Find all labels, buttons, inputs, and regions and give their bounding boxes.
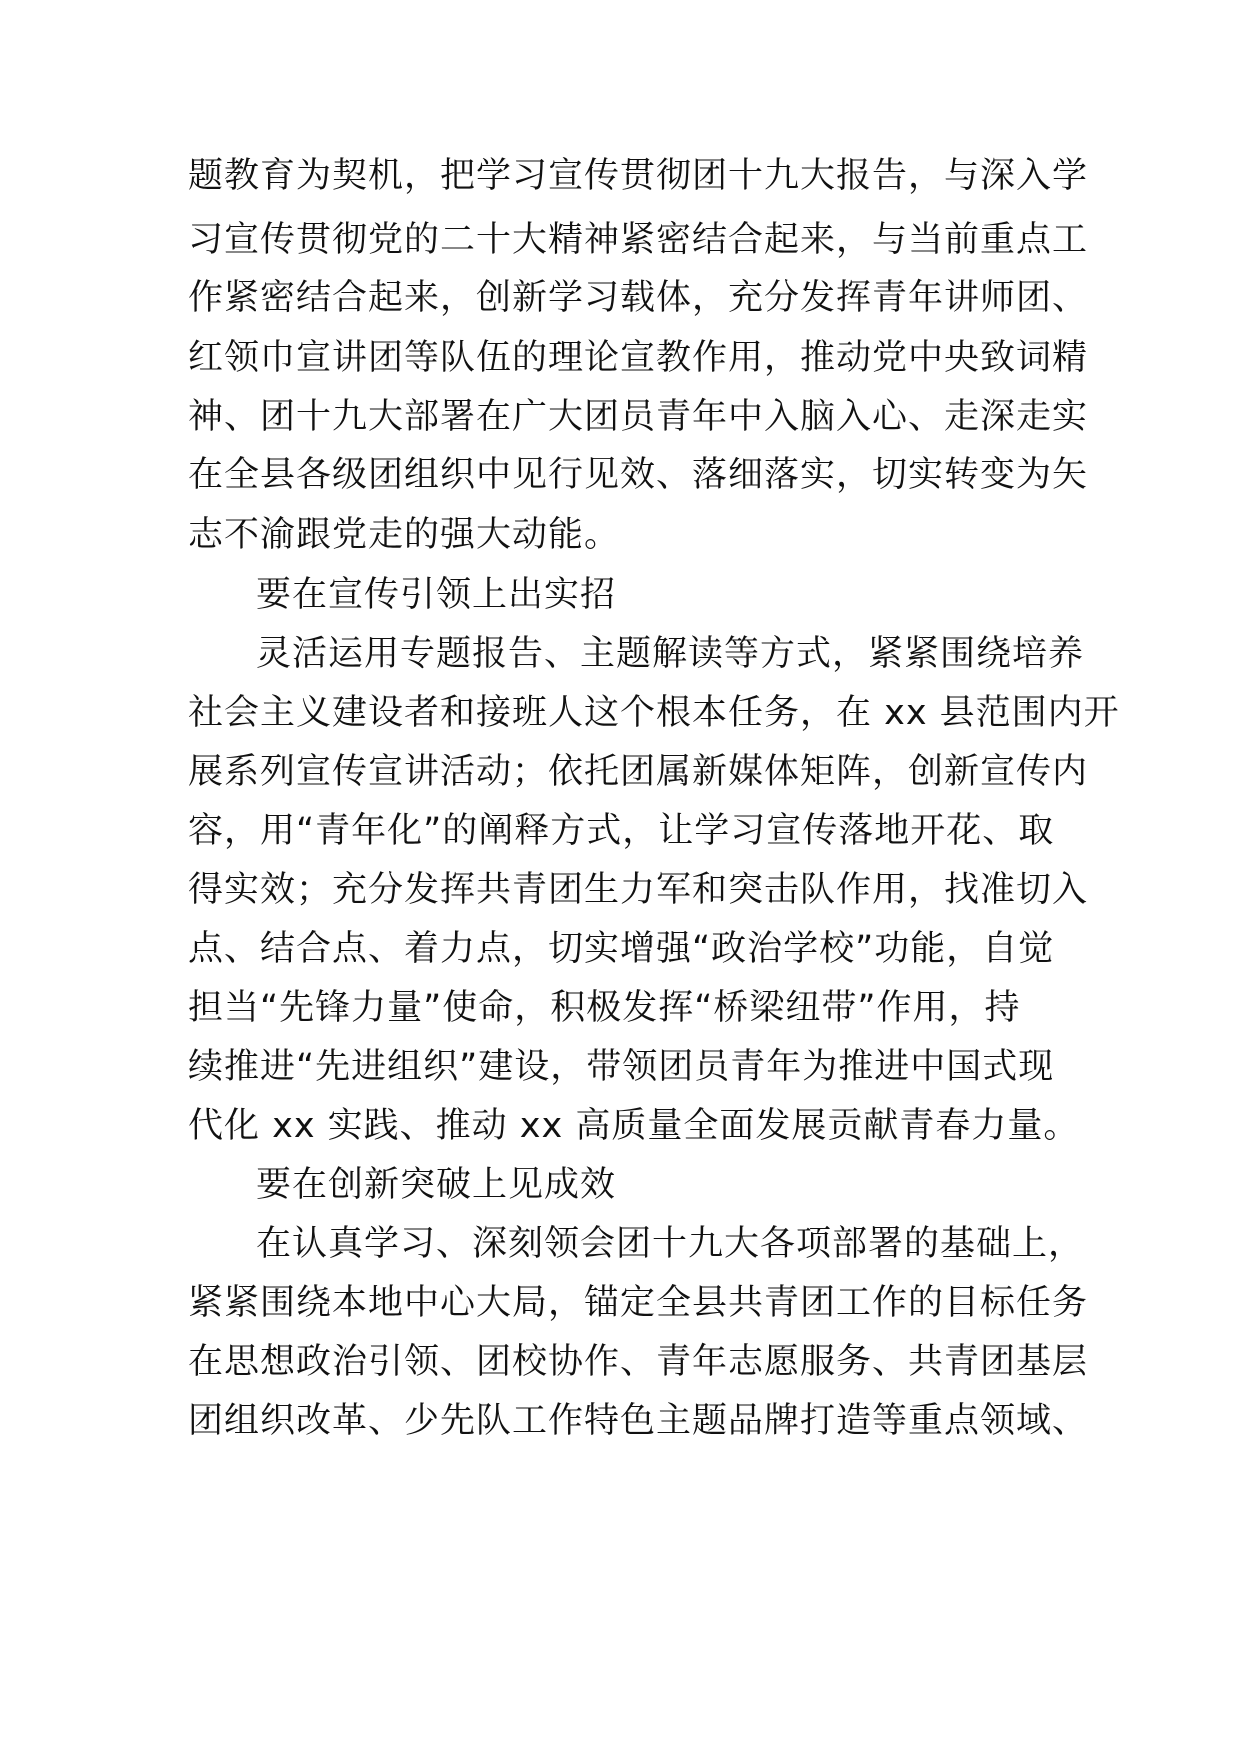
paragraph-line: 在全县各级团组织中见行见效、落细落实，切实转变为矢: [188, 455, 1089, 495]
paragraph-line: 点、结合点、着力点，切实增强“政治学校”功能，自觉: [188, 929, 1055, 969]
paragraph-line: 代化 xx 实践、推动 xx 高质量全面发展贡献青春力量。: [188, 1106, 1080, 1146]
section-heading: 要在创新突破上见成效: [256, 1165, 617, 1205]
paragraph-line: 紧紧围绕本地中心大局，锚定全县共青团工作的目标任务: [188, 1283, 1089, 1323]
paragraph-line: 灵活运用专题报告、主题解读等方式，紧紧围绕培养: [256, 634, 1085, 674]
paragraph-line: 神、团十九大部署在广大团员青年中入脑入心、走深走实: [188, 397, 1089, 437]
paragraph-line: 社会主义建设者和接班人这个根本任务，在 xx 县范围内开: [188, 693, 1120, 733]
paragraph-line: 在认真学习、深刻领会团十九大各项部署的基础上，: [256, 1224, 1085, 1264]
paragraph-line: 团组织改革、少先队工作特色主题品牌打造等重点领域、: [188, 1401, 1089, 1441]
paragraph-line: 红领巾宣讲团等队伍的理论宣教作用，推动党中央致词精: [188, 338, 1089, 378]
paragraph-line: 题教育为契机，把学习宣传贯彻团十九大报告，与深入学: [188, 156, 1089, 196]
paragraph-line: 志不渝跟党走的强大动能。: [188, 515, 621, 555]
paragraph-line: 在思想政治引领、团校协作、青年志愿服务、共青团基层: [188, 1342, 1089, 1382]
section-heading: 要在宣传引领上出实招: [256, 575, 617, 615]
paragraph-line: 展系列宣传宣讲活动；依托团属新媒体矩阵，创新宣传内: [188, 752, 1089, 792]
paragraph-line: 容，用“青年化”的阐释方式，让学习宣传落地开花、取: [188, 811, 1055, 851]
paragraph-line: 习宣传贯彻党的二十大精神紧密结合起来，与当前重点工: [188, 220, 1089, 260]
paragraph-line: 作紧密结合起来，创新学习载体，充分发挥青年讲师团、: [188, 278, 1089, 318]
paragraph-line: 担当“先锋力量”使命，积极发挥“桥梁纽带”作用，持: [188, 988, 1021, 1028]
paragraph-line: 得实效；充分发挥共青团生力军和突击队作用，找准切入: [188, 870, 1089, 910]
paragraph-line: 续推进“先进组织”建设，带领团员青年为推进中国式现: [188, 1047, 1055, 1087]
